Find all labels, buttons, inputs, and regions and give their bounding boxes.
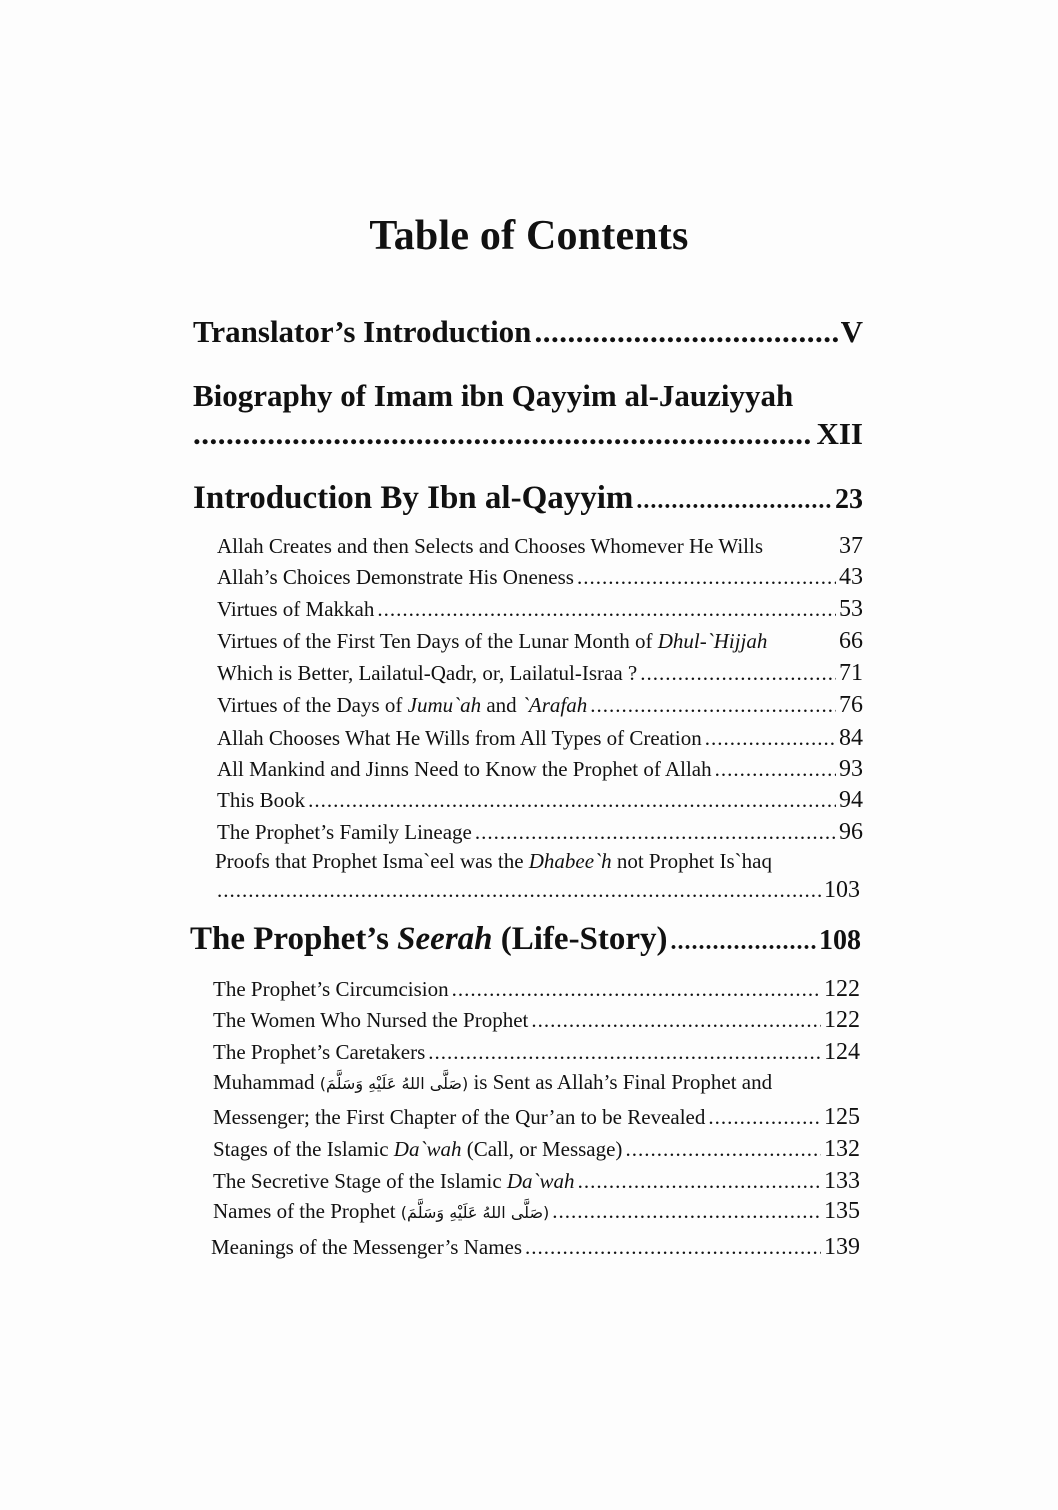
toc-entry[interactable] xyxy=(213,1007,860,1034)
dot-leader xyxy=(308,788,836,813)
toc-entry[interactable] xyxy=(217,533,863,560)
toc-heading-translator[interactable] xyxy=(193,314,863,350)
toc-entry[interactable] xyxy=(213,1198,860,1225)
toc-entry[interactable] xyxy=(217,819,863,846)
salutation-arabic: (صَلَّى اللهُ عَلَيْهِ وَسَلَّمَ) xyxy=(400,1203,550,1222)
dot-leader xyxy=(525,1235,821,1260)
toc-page-number: 122 xyxy=(824,1007,860,1033)
toc-page-number: 43 xyxy=(839,564,863,590)
dot-leader xyxy=(577,565,836,590)
toc-heading-label: Translator’s Introduction xyxy=(193,314,532,349)
toc-entry-label: Allah Creates and then Selects and Chooses Whomever He Wills xyxy=(217,534,763,558)
toc-entry-label: Allah’s Choices Demonstrate His Oneness xyxy=(217,565,574,589)
toc-entry-label: The Women Who Nursed the Prophet xyxy=(213,1008,529,1032)
dot-leader xyxy=(636,488,832,515)
toc-page-number: 132 xyxy=(824,1136,860,1162)
toc-entry-page-line[interactable] xyxy=(213,1104,860,1131)
toc-entry[interactable] xyxy=(217,756,863,783)
toc-page-number: 139 xyxy=(824,1234,860,1260)
dot-leader xyxy=(708,1105,821,1130)
dot-leader xyxy=(534,314,837,350)
toc-entry[interactable] xyxy=(217,628,863,655)
toc-heading-label: The Prophet’s Seerah (Life-Story) xyxy=(190,921,668,957)
toc-entry[interactable] xyxy=(213,1168,860,1195)
toc-heading-biography[interactable] xyxy=(193,378,793,414)
toc-entry-label: The Prophet’s Circumcision xyxy=(213,977,449,1001)
toc-entry[interactable] xyxy=(217,787,863,814)
toc-entry-page-line[interactable] xyxy=(217,877,860,904)
toc-entry-label: Muhammad (صَلَّى اللهُ عَلَيْهِ وَسَلَّمَ) is Sent as Allah’s Final Prophet and xyxy=(213,1070,773,1094)
dot-leader xyxy=(705,726,836,751)
dot-leader xyxy=(531,1008,821,1033)
toc-entry-label: Meanings of the Messenger’s Names xyxy=(211,1235,523,1259)
toc-entry[interactable] xyxy=(211,1234,860,1261)
toc-page-number: 122 xyxy=(824,976,860,1002)
toc-entry[interactable] xyxy=(217,725,863,752)
dot-leader xyxy=(428,1040,821,1065)
toc-page-number: 23 xyxy=(835,484,863,515)
toc-entry-label: Stages of the Islamic Da`wah (Call, or Message) xyxy=(213,1137,623,1161)
toc-page-number: 66 xyxy=(839,628,863,654)
toc-entry-label: The Prophet’s Family Lineage xyxy=(217,820,472,844)
dot-leader xyxy=(578,1169,821,1194)
toc-page-number: 53 xyxy=(839,596,863,622)
toc-entry[interactable] xyxy=(213,976,860,1003)
toc-page-number: 94 xyxy=(839,787,863,813)
toc-entry[interactable] xyxy=(213,1039,860,1066)
toc-entry-label: The Prophet’s Caretakers xyxy=(213,1040,426,1064)
toc-entry[interactable] xyxy=(217,596,863,623)
toc-page-number: 103 xyxy=(824,877,860,903)
dot-leader xyxy=(217,878,821,903)
toc-page-number: 133 xyxy=(824,1168,860,1194)
toc-entry-label: Virtues of Makkah xyxy=(217,597,375,621)
dot-leader xyxy=(377,597,836,622)
dot-leader xyxy=(193,416,813,452)
salutation-arabic: (صَلَّى اللهُ عَلَيْهِ وَسَلَّمَ) xyxy=(319,1074,469,1093)
toc-heading-label: Introduction By Ibn al-Qayyim xyxy=(193,480,634,516)
dot-leader xyxy=(671,929,816,956)
toc-entry-label: Which is Better, Lailatul-Qadr, or, Lailatul-Israa ? xyxy=(217,661,638,685)
toc-entry-label: Allah Chooses What He Wills from All Types of Creation xyxy=(217,726,702,750)
page-title: Table of Contents xyxy=(369,213,689,259)
toc-page-number: 135 xyxy=(824,1198,860,1224)
dot-leader xyxy=(552,1199,821,1224)
dot-leader xyxy=(715,757,836,782)
toc-entry-label: All Mankind and Jinns Need to Know the Prophet of Allah xyxy=(217,757,712,781)
toc-entry-label: This Book xyxy=(217,788,306,812)
toc-entry[interactable] xyxy=(213,1070,772,1095)
toc-entry[interactable] xyxy=(215,849,772,874)
toc-page-number: 84 xyxy=(839,725,863,751)
toc-page-number: 108 xyxy=(819,925,861,956)
toc-entry-label: Virtues of the Days of Jumu`ah and `Arafah xyxy=(217,693,588,717)
toc-page-number: 37 xyxy=(839,533,863,559)
toc-page-number: 93 xyxy=(839,756,863,782)
toc-heading-label: Biography of Imam ibn Qayyim al-Jauziyyah xyxy=(193,378,794,413)
dot-leader xyxy=(475,820,836,845)
toc-page-number: XII xyxy=(816,416,863,451)
toc-page-number: 124 xyxy=(824,1039,860,1065)
toc-entry-label: Messenger; the First Chapter of the Qur’an to be Revealed xyxy=(213,1105,706,1129)
toc-entry-label: Virtues of the First Ten Days of the Lunar Month of Dhul-`Hijjah xyxy=(217,629,768,653)
dot-leader xyxy=(590,693,836,718)
toc-heading-seerah[interactable] xyxy=(190,921,861,958)
toc-page-number: 71 xyxy=(839,660,863,686)
toc-page-number: 76 xyxy=(839,692,863,718)
toc-entry[interactable] xyxy=(217,692,863,719)
toc-heading-biography-page-line[interactable] xyxy=(193,416,863,452)
toc-entry-label: Proofs that Prophet Isma`eel was the Dhabee`h not Prophet Is`haq xyxy=(215,849,772,873)
toc-page-number: 125 xyxy=(824,1104,860,1130)
toc-entry[interactable] xyxy=(217,564,863,591)
toc-entry-label: Names of the Prophet (صَلَّى اللهُ عَلَيْهِ وَسَلَّمَ) xyxy=(213,1199,550,1223)
toc-entry[interactable] xyxy=(217,660,863,687)
toc-entry[interactable] xyxy=(213,1136,860,1163)
toc-entry-label: The Secretive Stage of the Islamic Da`wah xyxy=(213,1169,575,1193)
dot-leader xyxy=(452,977,821,1002)
toc-page-number: 96 xyxy=(839,819,863,845)
toc-heading-introduction[interactable] xyxy=(193,480,863,517)
toc-page-number: V xyxy=(840,314,863,349)
dot-leader xyxy=(640,661,836,686)
dot-leader xyxy=(625,1137,821,1162)
